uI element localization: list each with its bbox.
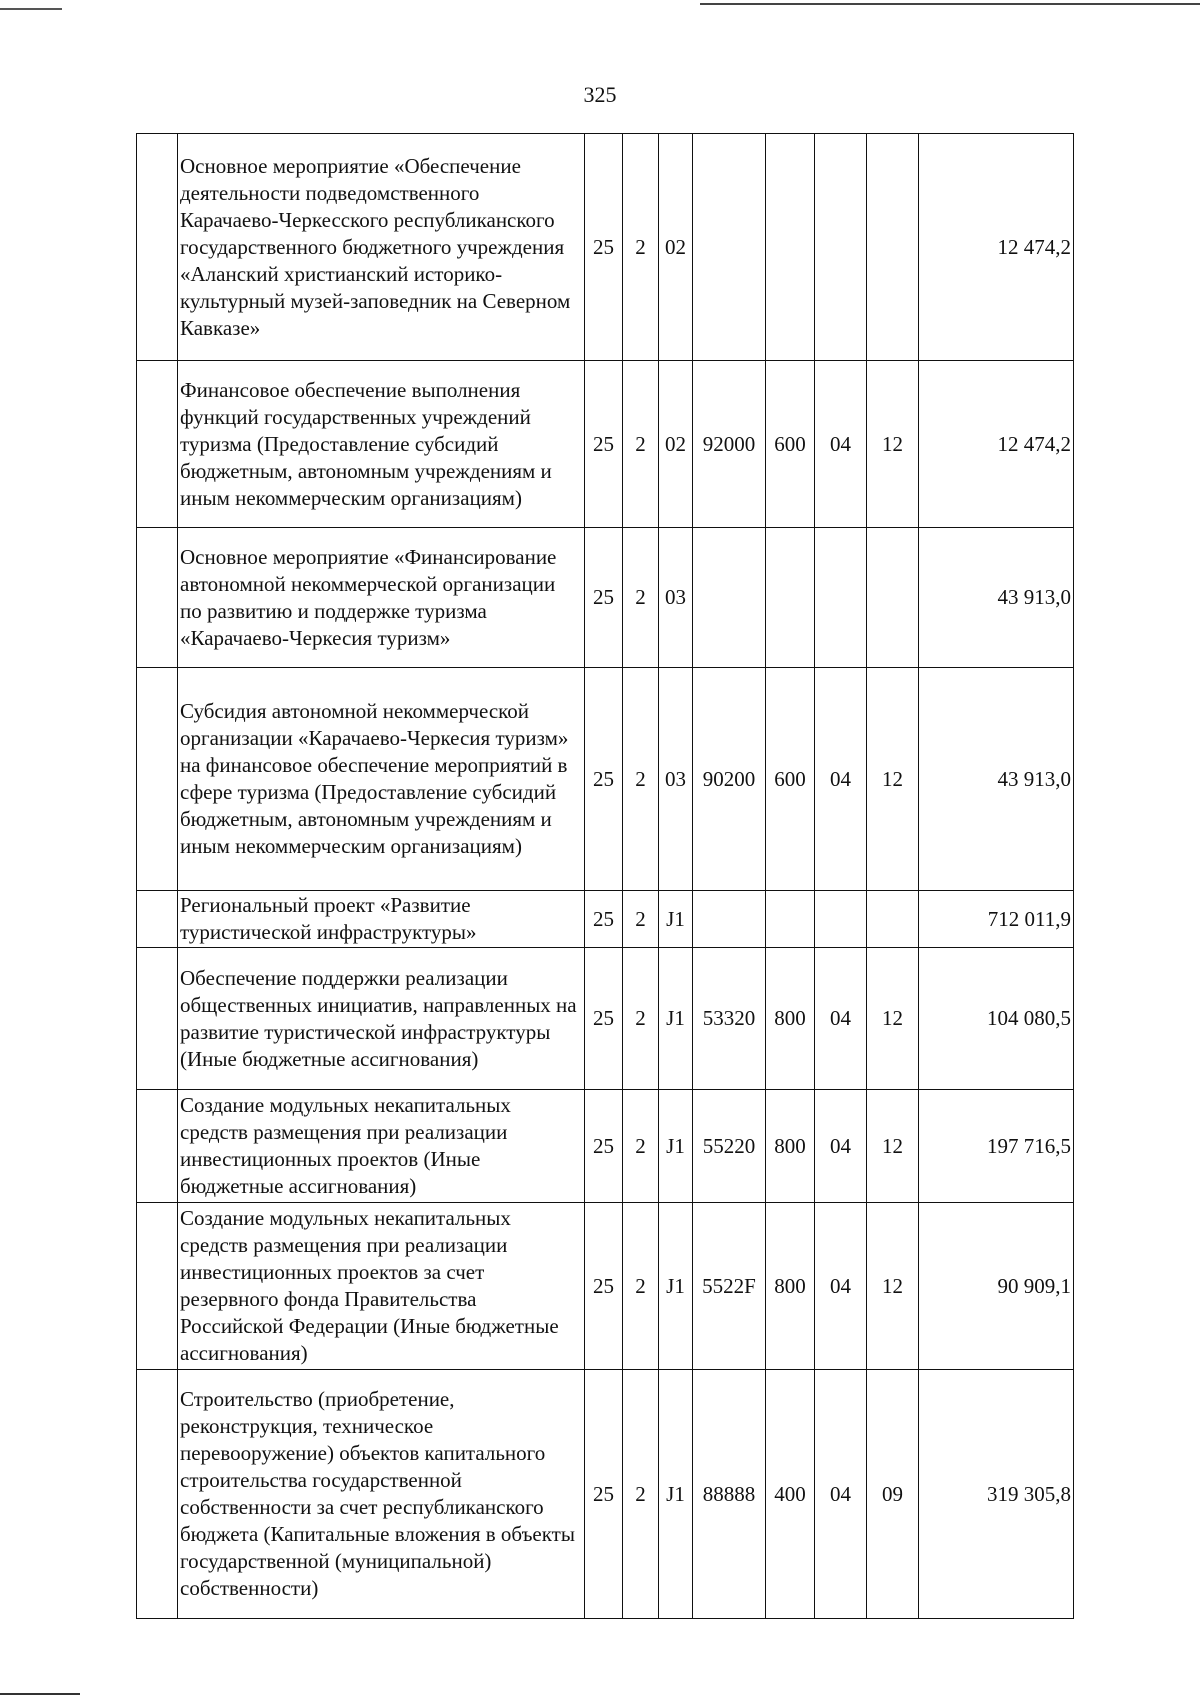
amount-cell: 12 474,2: [919, 361, 1074, 528]
code-cell: 2: [623, 361, 659, 528]
amount-cell: 43 913,0: [919, 528, 1074, 668]
scan-edge-line-top-right: [700, 3, 1200, 5]
code-cell: 04: [815, 361, 867, 528]
scan-edge-line-top-left: [0, 8, 62, 10]
code-cell: J1: [659, 948, 693, 1090]
code-cell: [867, 134, 919, 361]
table-row: [137, 891, 1074, 948]
code-cell: 04: [815, 668, 867, 891]
code-cell: J1: [659, 1203, 693, 1370]
code-cell: 25: [585, 891, 623, 948]
item-name-cell: Основное мероприятие «Финансирование автономной некоммерческой организации по развитию и поддержке туризма «Карачаево-Черкесия туризм»: [178, 528, 585, 668]
table-row: [137, 668, 1074, 891]
amount-cell: 197 716,5: [919, 1090, 1074, 1203]
item-name-cell: Основное мероприятие «Обеспечение деятельности подведомственного Карачаево-Черкесского республиканского государственного бюджетного учреждения «Аланский христианский историко-культурный музей-заповедник на Северном Кавказе»: [178, 134, 585, 361]
code-cell: 2: [623, 948, 659, 1090]
code-cell: [766, 134, 815, 361]
code-cell: 25: [585, 134, 623, 361]
code-cell: 03: [659, 668, 693, 891]
code-cell: 12: [867, 668, 919, 891]
code-cell: 04: [815, 1090, 867, 1203]
row-index-cell: [137, 948, 178, 1090]
code-cell: 53320: [693, 948, 766, 1090]
code-cell: 25: [585, 948, 623, 1090]
code-cell: 800: [766, 1090, 815, 1203]
code-cell: 2: [623, 1370, 659, 1619]
row-index-cell: [137, 528, 178, 668]
item-name-cell: Обеспечение поддержки реализации общественных инициатив, направленных на развитие туристической инфраструктуры (Иные бюджетные ассигнования): [178, 948, 585, 1090]
amount-cell: 90 909,1: [919, 1203, 1074, 1370]
code-cell: J1: [659, 1370, 693, 1619]
item-name-cell: Создание модульных некапитальных средств размещения при реализации инвестиционных проектов за счет резервного фонда Правительства Российской Федерации (Иные бюджетные ассигнования): [178, 1203, 585, 1370]
code-cell: 12: [867, 1203, 919, 1370]
code-cell: [815, 891, 867, 948]
code-cell: 25: [585, 361, 623, 528]
item-name-cell: Строительство (приобретение, реконструкция, техническое перевооружение) объектов капитального строительства государственной собственности за счет республиканского бюджета (Капитальные вложения в объекты государственной (муниципальной) собственности): [178, 1370, 585, 1619]
code-cell: 12: [867, 1090, 919, 1203]
code-cell: 04: [815, 1370, 867, 1619]
code-cell: 2: [623, 528, 659, 668]
amount-cell: 104 080,5: [919, 948, 1074, 1090]
code-cell: [766, 891, 815, 948]
code-cell: 600: [766, 361, 815, 528]
item-name-cell: Региональный проект «Развитие туристической инфраструктуры»: [178, 891, 585, 948]
code-cell: 88888: [693, 1370, 766, 1619]
code-cell: 2: [623, 891, 659, 948]
code-cell: [815, 134, 867, 361]
code-cell: 25: [585, 1203, 623, 1370]
code-cell: 2: [623, 134, 659, 361]
row-index-cell: [137, 891, 178, 948]
code-cell: [867, 891, 919, 948]
row-index-cell: [137, 1203, 178, 1370]
code-cell: 25: [585, 528, 623, 668]
code-cell: 25: [585, 1090, 623, 1203]
code-cell: [693, 134, 766, 361]
amount-cell: 712 011,9: [919, 891, 1074, 948]
code-cell: [693, 528, 766, 668]
code-cell: 25: [585, 668, 623, 891]
code-cell: [693, 891, 766, 948]
code-cell: 02: [659, 134, 693, 361]
code-cell: 92000: [693, 361, 766, 528]
code-cell: [867, 528, 919, 668]
code-cell: 400: [766, 1370, 815, 1619]
row-index-cell: [137, 134, 178, 361]
table-row: [137, 1090, 1074, 1203]
code-cell: 90200: [693, 668, 766, 891]
code-cell: 2: [623, 1203, 659, 1370]
row-index-cell: [137, 668, 178, 891]
code-cell: 12: [867, 361, 919, 528]
amount-cell: 319 305,8: [919, 1370, 1074, 1619]
budget-table: [136, 133, 1074, 1619]
table-row: [137, 1370, 1074, 1619]
table-row: [137, 528, 1074, 668]
table-row: [137, 1203, 1074, 1370]
code-cell: 02: [659, 361, 693, 528]
code-cell: [815, 528, 867, 668]
code-cell: 09: [867, 1370, 919, 1619]
table-row: [137, 948, 1074, 1090]
code-cell: 03: [659, 528, 693, 668]
code-cell: 12: [867, 948, 919, 1090]
code-cell: 55220: [693, 1090, 766, 1203]
code-cell: 2: [623, 1090, 659, 1203]
code-cell: 04: [815, 1203, 867, 1370]
code-cell: 5522F: [693, 1203, 766, 1370]
code-cell: J1: [659, 891, 693, 948]
row-index-cell: [137, 361, 178, 528]
item-name-cell: Создание модульных некапитальных средств размещения при реализации инвестиционных проектов (Иные бюджетные ассигнования): [178, 1090, 585, 1203]
code-cell: 25: [585, 1370, 623, 1619]
code-cell: 600: [766, 668, 815, 891]
code-cell: 800: [766, 1203, 815, 1370]
row-index-cell: [137, 1090, 178, 1203]
amount-cell: 43 913,0: [919, 668, 1074, 891]
code-cell: 800: [766, 948, 815, 1090]
row-index-cell: [137, 1370, 178, 1619]
item-name-cell: Финансовое обеспечение выполнения функций государственных учреждений туризма (Предоставление субсидий бюджетным, автономным учреждениям и иным некоммерческим организациям): [178, 361, 585, 528]
code-cell: [766, 528, 815, 668]
table-row: [137, 361, 1074, 528]
amount-cell: 12 474,2: [919, 134, 1074, 361]
table-row: [137, 134, 1074, 361]
code-cell: 2: [623, 668, 659, 891]
scan-edge-line-bottom-left: [0, 1693, 80, 1695]
code-cell: 04: [815, 948, 867, 1090]
code-cell: J1: [659, 1090, 693, 1203]
page-number: 325: [583, 82, 617, 107]
item-name-cell: Субсидия автономной некоммерческой организации «Карачаево-Черкесия туризм» на финансовое обеспечение мероприятий в сфере туризма (Предоставление субсидий бюджетным, автономным учреждениям и иным некоммерческим организациям): [178, 668, 585, 891]
